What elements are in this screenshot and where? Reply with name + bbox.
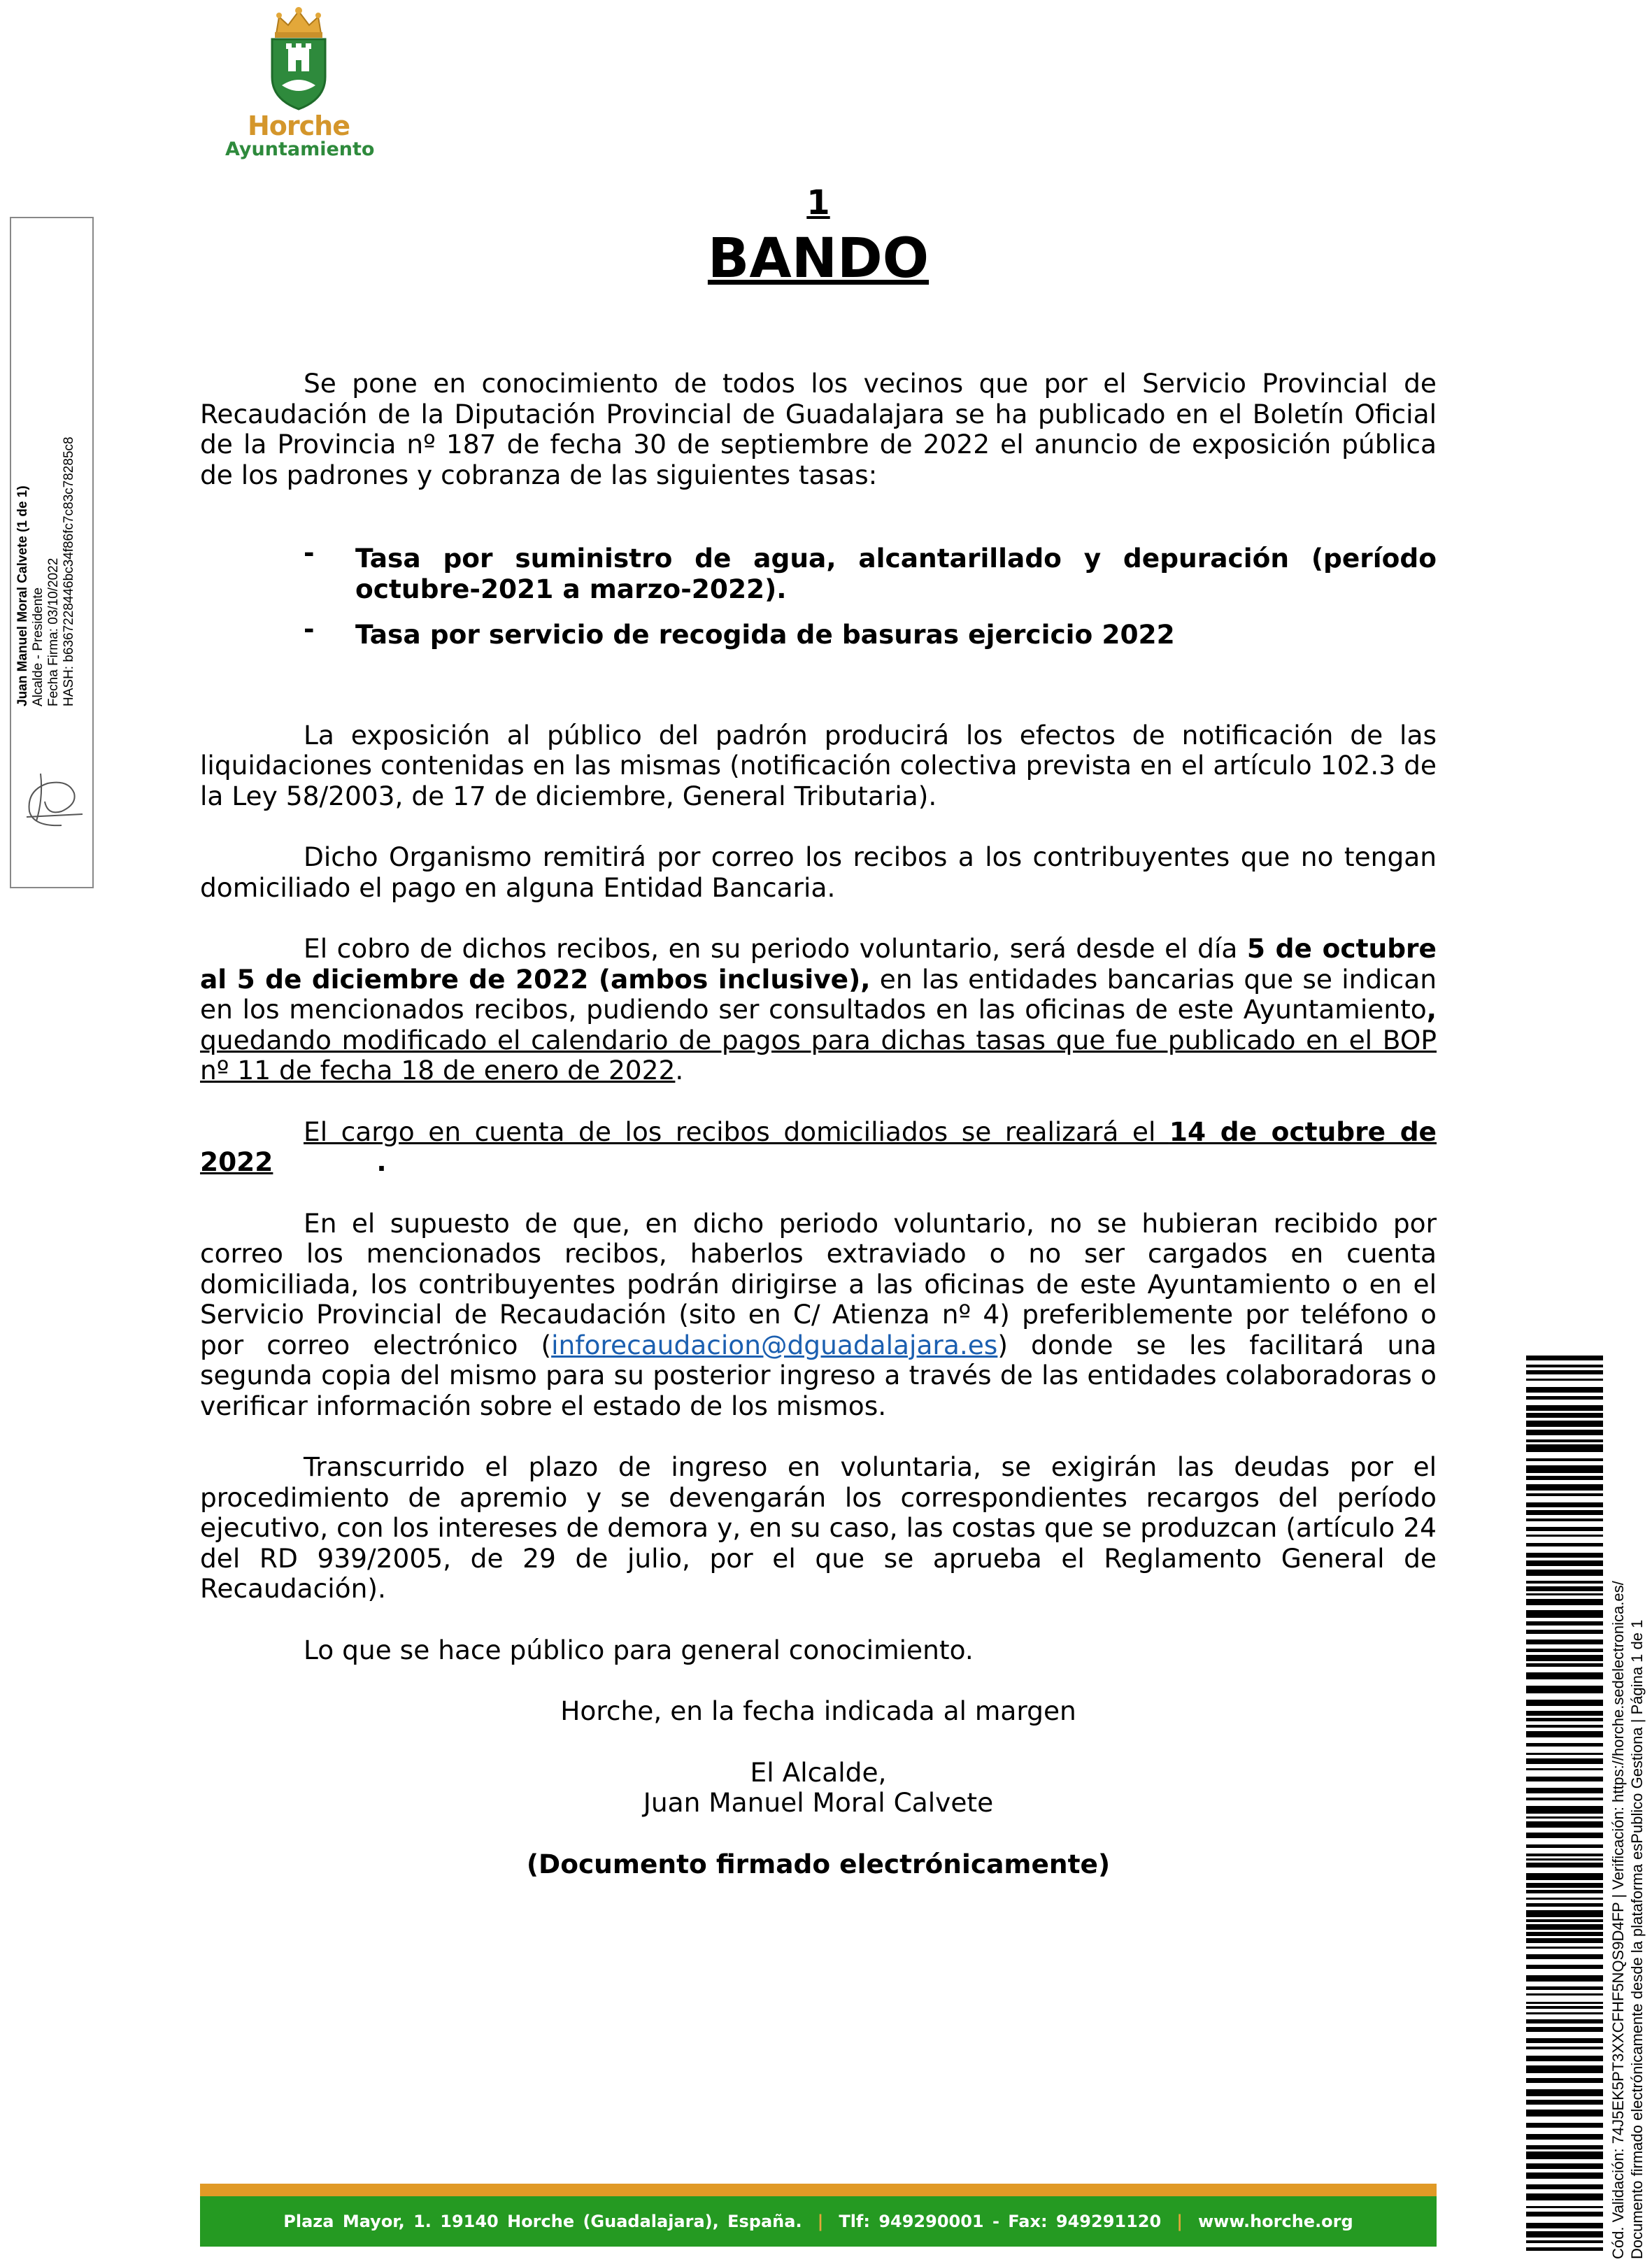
footer-separator: |	[817, 2212, 824, 2231]
signer-name: Juan Manuel Moral Calvete	[643, 1787, 994, 1818]
signature-hash: HASH: b6367228446bc34f86fc7c83c78285c8	[62, 436, 76, 706]
barcode-bar	[1526, 2184, 1603, 2189]
barcode-bar	[1526, 1858, 1603, 1861]
footer-orange-stripe	[200, 2184, 1437, 2196]
barcode-bar	[1526, 1560, 1603, 1566]
logo-subtitle: Ayuntamiento	[225, 138, 375, 160]
barcode-bar	[1526, 1924, 1603, 1930]
barcode-bar	[1526, 1986, 1603, 1990]
barcode-bar	[1526, 1476, 1603, 1480]
barcode-bar	[1526, 2247, 1603, 2251]
barcode-bar	[1526, 1686, 1603, 1693]
barcode-bar	[1526, 1356, 1603, 1360]
barcode-bar	[1526, 1788, 1603, 1793]
barcode-bar	[1526, 1890, 1603, 1893]
barcode-bar	[1526, 1919, 1603, 1922]
signed-note: (Documento firmado electrónicamente)	[526, 1848, 1111, 1879]
barcode-bar	[1526, 1365, 1603, 1367]
barcode-bar	[1526, 1806, 1603, 1814]
validation-barcode	[1526, 1356, 1603, 2258]
cobro-dates: 5 de octubre al 5 de diciembre de 2022 (ambos inclusive),	[200, 933, 1437, 995]
closing-line: Lo que se hace público para general conocimiento.	[304, 1634, 974, 1665]
page-footer	[200, 2184, 1437, 2247]
barcode-bar	[1526, 2212, 1603, 2217]
barcode-bar	[1526, 1816, 1603, 1819]
barcode-bar	[1526, 1725, 1603, 1728]
barcode-bar	[1526, 1903, 1603, 1907]
signature-role: Alcalde - Presidente	[31, 587, 45, 706]
handwritten-signature-icon	[20, 762, 90, 832]
barcode-bar	[1526, 1599, 1603, 1605]
verification-text	[1609, 1490, 1652, 2259]
barcode-bar	[1526, 1439, 1603, 1442]
barcode-bar	[1526, 1777, 1603, 1781]
supuesto-text: En el supuesto de que, en dicho periodo voluntario, no se hubieran recibido por correo los mencionados recibos, haberlos extraviado o no ser cargados en cuenta domiciliada, los contribuyentes podrán dirigirse a las oficinas de este Ayuntamiento o en el Servicio Provincial de Recaudación (sito en C/ Atienza nº 4) preferiblemente por teléfono o por correo electrónico (	[200, 1207, 1437, 1360]
barcode-bar	[1526, 1370, 1603, 1374]
place-date: Horche, en la fecha indicada al margen	[560, 1695, 1076, 1726]
exposicion-paragraph: La exposición al público del padrón producirá los efectos de notificación de las liquidaciones contenidas en las mismas (notificación colectiva prevista en el artículo 102.3 de la Ley 58/2003, de 17 de diciembre, General Tributaria).	[200, 719, 1437, 811]
footer-phones: Tlf: 949290001 - Fax: 949291120	[839, 2212, 1162, 2231]
barcode-bar	[1526, 2193, 1603, 2200]
barcode-bar	[1526, 1379, 1603, 1381]
barcode-bar	[1526, 1731, 1603, 1737]
barcode-bar	[1526, 1413, 1603, 1418]
town-logo	[225, 7, 375, 160]
signature-name: Juan Manuel Moral Calvete (1 de 1)	[15, 485, 30, 706]
barcode-bar	[1526, 2047, 1603, 2049]
barcode-bar	[1526, 2110, 1603, 2117]
signature-date: Fecha Firma: 03/10/2022	[46, 557, 61, 706]
barcode-bar	[1526, 1873, 1603, 1880]
barcode-bar	[1526, 2078, 1603, 2083]
cobro-comma: ,	[1426, 994, 1437, 1025]
barcode-bar	[1526, 2223, 1603, 2228]
barcode-bar	[1526, 1518, 1603, 1521]
barcode-bar	[1526, 1883, 1603, 1888]
barcode-bar	[1526, 1854, 1603, 1856]
barcode-bar	[1526, 1655, 1603, 1661]
barcode-bar	[1526, 2002, 1603, 2004]
bando-number: 1	[806, 183, 830, 222]
barcode-bar	[1526, 1821, 1603, 1828]
verification-platform: Documento firmado electrónicamente desde la plataforma esPublico Gestiona | Página 1 de 1	[1628, 1619, 1646, 2259]
barcode-bar	[1526, 2172, 1603, 2179]
document-body	[200, 369, 1437, 1879]
barcode-bar	[1526, 1947, 1603, 1949]
cobro-period: .	[675, 1055, 684, 1086]
barcode-bar	[1526, 2012, 1603, 2014]
tasa-text: Tasa por servicio de recogida de basuras ejercicio 2022	[355, 619, 1175, 650]
barcode-bar	[1526, 1586, 1603, 1591]
barcode-bar	[1526, 1527, 1603, 1531]
barcode-bar	[1526, 1458, 1603, 1461]
barcode-bar	[1526, 2151, 1603, 2159]
barcode-bar	[1526, 1743, 1603, 1747]
barcode-bar	[1526, 1975, 1603, 1982]
signature-info	[15, 259, 92, 706]
barcode-bar	[1526, 2231, 1603, 2238]
email-link[interactable]: inforecaudacion@dguadalajara.es	[551, 1329, 998, 1360]
barcode-bar	[1526, 1798, 1603, 1800]
supuesto-paragraph	[200, 1209, 1437, 1422]
cargo-period: .	[376, 1146, 387, 1177]
barcode-bar	[1526, 1396, 1603, 1400]
barcode-bar	[1526, 1502, 1603, 1507]
cobro-paragraph	[200, 934, 1437, 1086]
barcode-bar	[1526, 1753, 1603, 1755]
barcode-bar	[1526, 1535, 1603, 1537]
barcode-bar	[1526, 1630, 1603, 1634]
barcode-bar	[1526, 2089, 1603, 2096]
barcode-bar	[1526, 1711, 1603, 1716]
barcode-bar	[1526, 2056, 1603, 2061]
barcode-bar	[1526, 1465, 1603, 1473]
barcode-bar	[1526, 1421, 1603, 1427]
barcode-bar	[1526, 2206, 1603, 2208]
barcode-bar	[1526, 2027, 1603, 2032]
tasa-text: Tasa por suministro de agua, alcantarillado y depuración (período octubre-2021 a marzo-2022).	[355, 543, 1437, 604]
barcode-bar	[1526, 1863, 1603, 1868]
barcode-bar	[1526, 2100, 1603, 2105]
barcode-bar	[1526, 1844, 1603, 1848]
organismo-paragraph: Dicho Organismo remitirá por correo los recibos a los contribuyentes que no tengan domiciliado el pago en alguna Entidad Bancaria.	[200, 841, 1437, 903]
cargo-paragraph	[200, 1117, 1437, 1178]
tasa-item	[200, 613, 1437, 650]
barcode-bar	[1526, 1484, 1603, 1491]
barcode-bar	[1526, 1700, 1603, 1706]
barcode-bar	[1526, 1444, 1603, 1452]
footer-website[interactable]: www.horche.org	[1197, 2212, 1353, 2231]
footer-contact-bar	[200, 2196, 1437, 2247]
barcode-bar	[1526, 1663, 1603, 1667]
cobro-modification: quedando modificado el calendario de pagos para dichas tasas que fue publicado en el BOP nº 11 de fecha 18 de enero de 2022	[200, 1024, 1437, 1086]
cobro-text-2: en las entidades bancarias que se indican en los mencionados recibos, pudiendo ser consultados en las oficinas de este Ayuntamiento	[200, 963, 1437, 1025]
supuesto-text-2: ) donde se les facilitará una segunda copia del mismo para su posterior ingreso a través de las entidades colaboradoras o verificar información sobre el estado de los mismos.	[200, 1329, 1437, 1421]
apremio-paragraph: Transcurrido el plazo de ingreso en voluntaria, se exigirán las deudas por el procedimiento de apremio y se devengarán los correspondientes recargos del período ejecutivo, con los intereses de demora y, en su caso, las costas que se produzcan (artículo 24 del RD 939/2005, de 29 de julio, por el que se aprueba el Reglamento General de Recaudación).	[200, 1451, 1437, 1604]
barcode-bar	[1526, 1493, 1603, 1496]
barcode-bar	[1526, 2134, 1603, 2140]
barcode-bar	[1526, 1938, 1603, 1943]
barcode-bar	[1526, 2006, 1603, 2009]
barcode-bar	[1526, 2123, 1603, 2128]
cargo-text: El cargo en cuenta de los recibos domiciliados se realizará el	[304, 1116, 1169, 1147]
bullet-dash: -	[304, 537, 315, 568]
barcode-bar	[1526, 1405, 1603, 1411]
barcode-bar	[1526, 2240, 1603, 2243]
footer-address: Plaza Mayor, 1. 19140 Horche (Guadalajara), España.	[283, 2212, 802, 2231]
tasa-item	[200, 537, 1437, 604]
barcode-bar	[1526, 2019, 1603, 2023]
barcode-bar	[1526, 1387, 1603, 1393]
barcode-bar	[1526, 1965, 1603, 1969]
barcode-bar	[1526, 1954, 1603, 1959]
barcode-bar	[1526, 1510, 1603, 1515]
barcode-bar	[1526, 2038, 1603, 2043]
barcode-bar	[1526, 1898, 1603, 1900]
barcode-bar	[1526, 1610, 1603, 1618]
barcode-bar	[1526, 1543, 1603, 1546]
barcode-bar	[1526, 1581, 1603, 1584]
page-title: BANDO	[707, 227, 930, 290]
barcode-bar	[1526, 2145, 1603, 2149]
barcode-bar	[1526, 2065, 1603, 2073]
cobro-text: El cobro de dichos recibos, en su periodo voluntario, será desde el día	[304, 933, 1247, 964]
barcode-bar	[1526, 1570, 1603, 1576]
barcode-bar	[1526, 1768, 1603, 1770]
barcode-bar	[1526, 1621, 1603, 1626]
coat-of-arms-icon	[264, 7, 334, 112]
barcode-bar	[1526, 1993, 1603, 1996]
barcode-bar	[1526, 1718, 1603, 1721]
bullet-dash: -	[304, 613, 315, 644]
cargo-date: 14 de octubre de 2022	[200, 1116, 1437, 1177]
barcode-bar	[1526, 1910, 1603, 1917]
barcode-bar	[1526, 1649, 1603, 1652]
intro-paragraph: Se pone en conocimiento de todos los vecinos que por el Servicio Provincial de Recaudación de la Diputación Provincial de Guadalajara se ha publicado en el Boletín Oficial de la Provincia nº 187 de fecha 30 de septiembre de 2022 el anuncio de exposición pública de los padrones y cobranza de las siguientes tasas:	[200, 368, 1437, 490]
barcode-bar	[1526, 1430, 1603, 1435]
barcode-bar	[1526, 2163, 1603, 2169]
barcode-bar	[1526, 1833, 1603, 1838]
barcode-bar	[1526, 1553, 1603, 1558]
verification-code: Cód. Validación: 74J5EK5PT3XXCFHF5NQS9D4FP | Verificación: https://horche.sedelectronica.es/	[1609, 1581, 1627, 2259]
barcode-bar	[1526, 1758, 1603, 1764]
barcode-bar	[1526, 1639, 1603, 1644]
barcode-bar	[1526, 1932, 1603, 1936]
barcode-bar	[1526, 1672, 1603, 1679]
signer-role: El Alcalde,	[750, 1756, 887, 1788]
logo-town-name: Horche	[248, 111, 350, 141]
barcode-bar	[1526, 1593, 1603, 1595]
footer-separator: |	[1176, 2212, 1183, 2231]
